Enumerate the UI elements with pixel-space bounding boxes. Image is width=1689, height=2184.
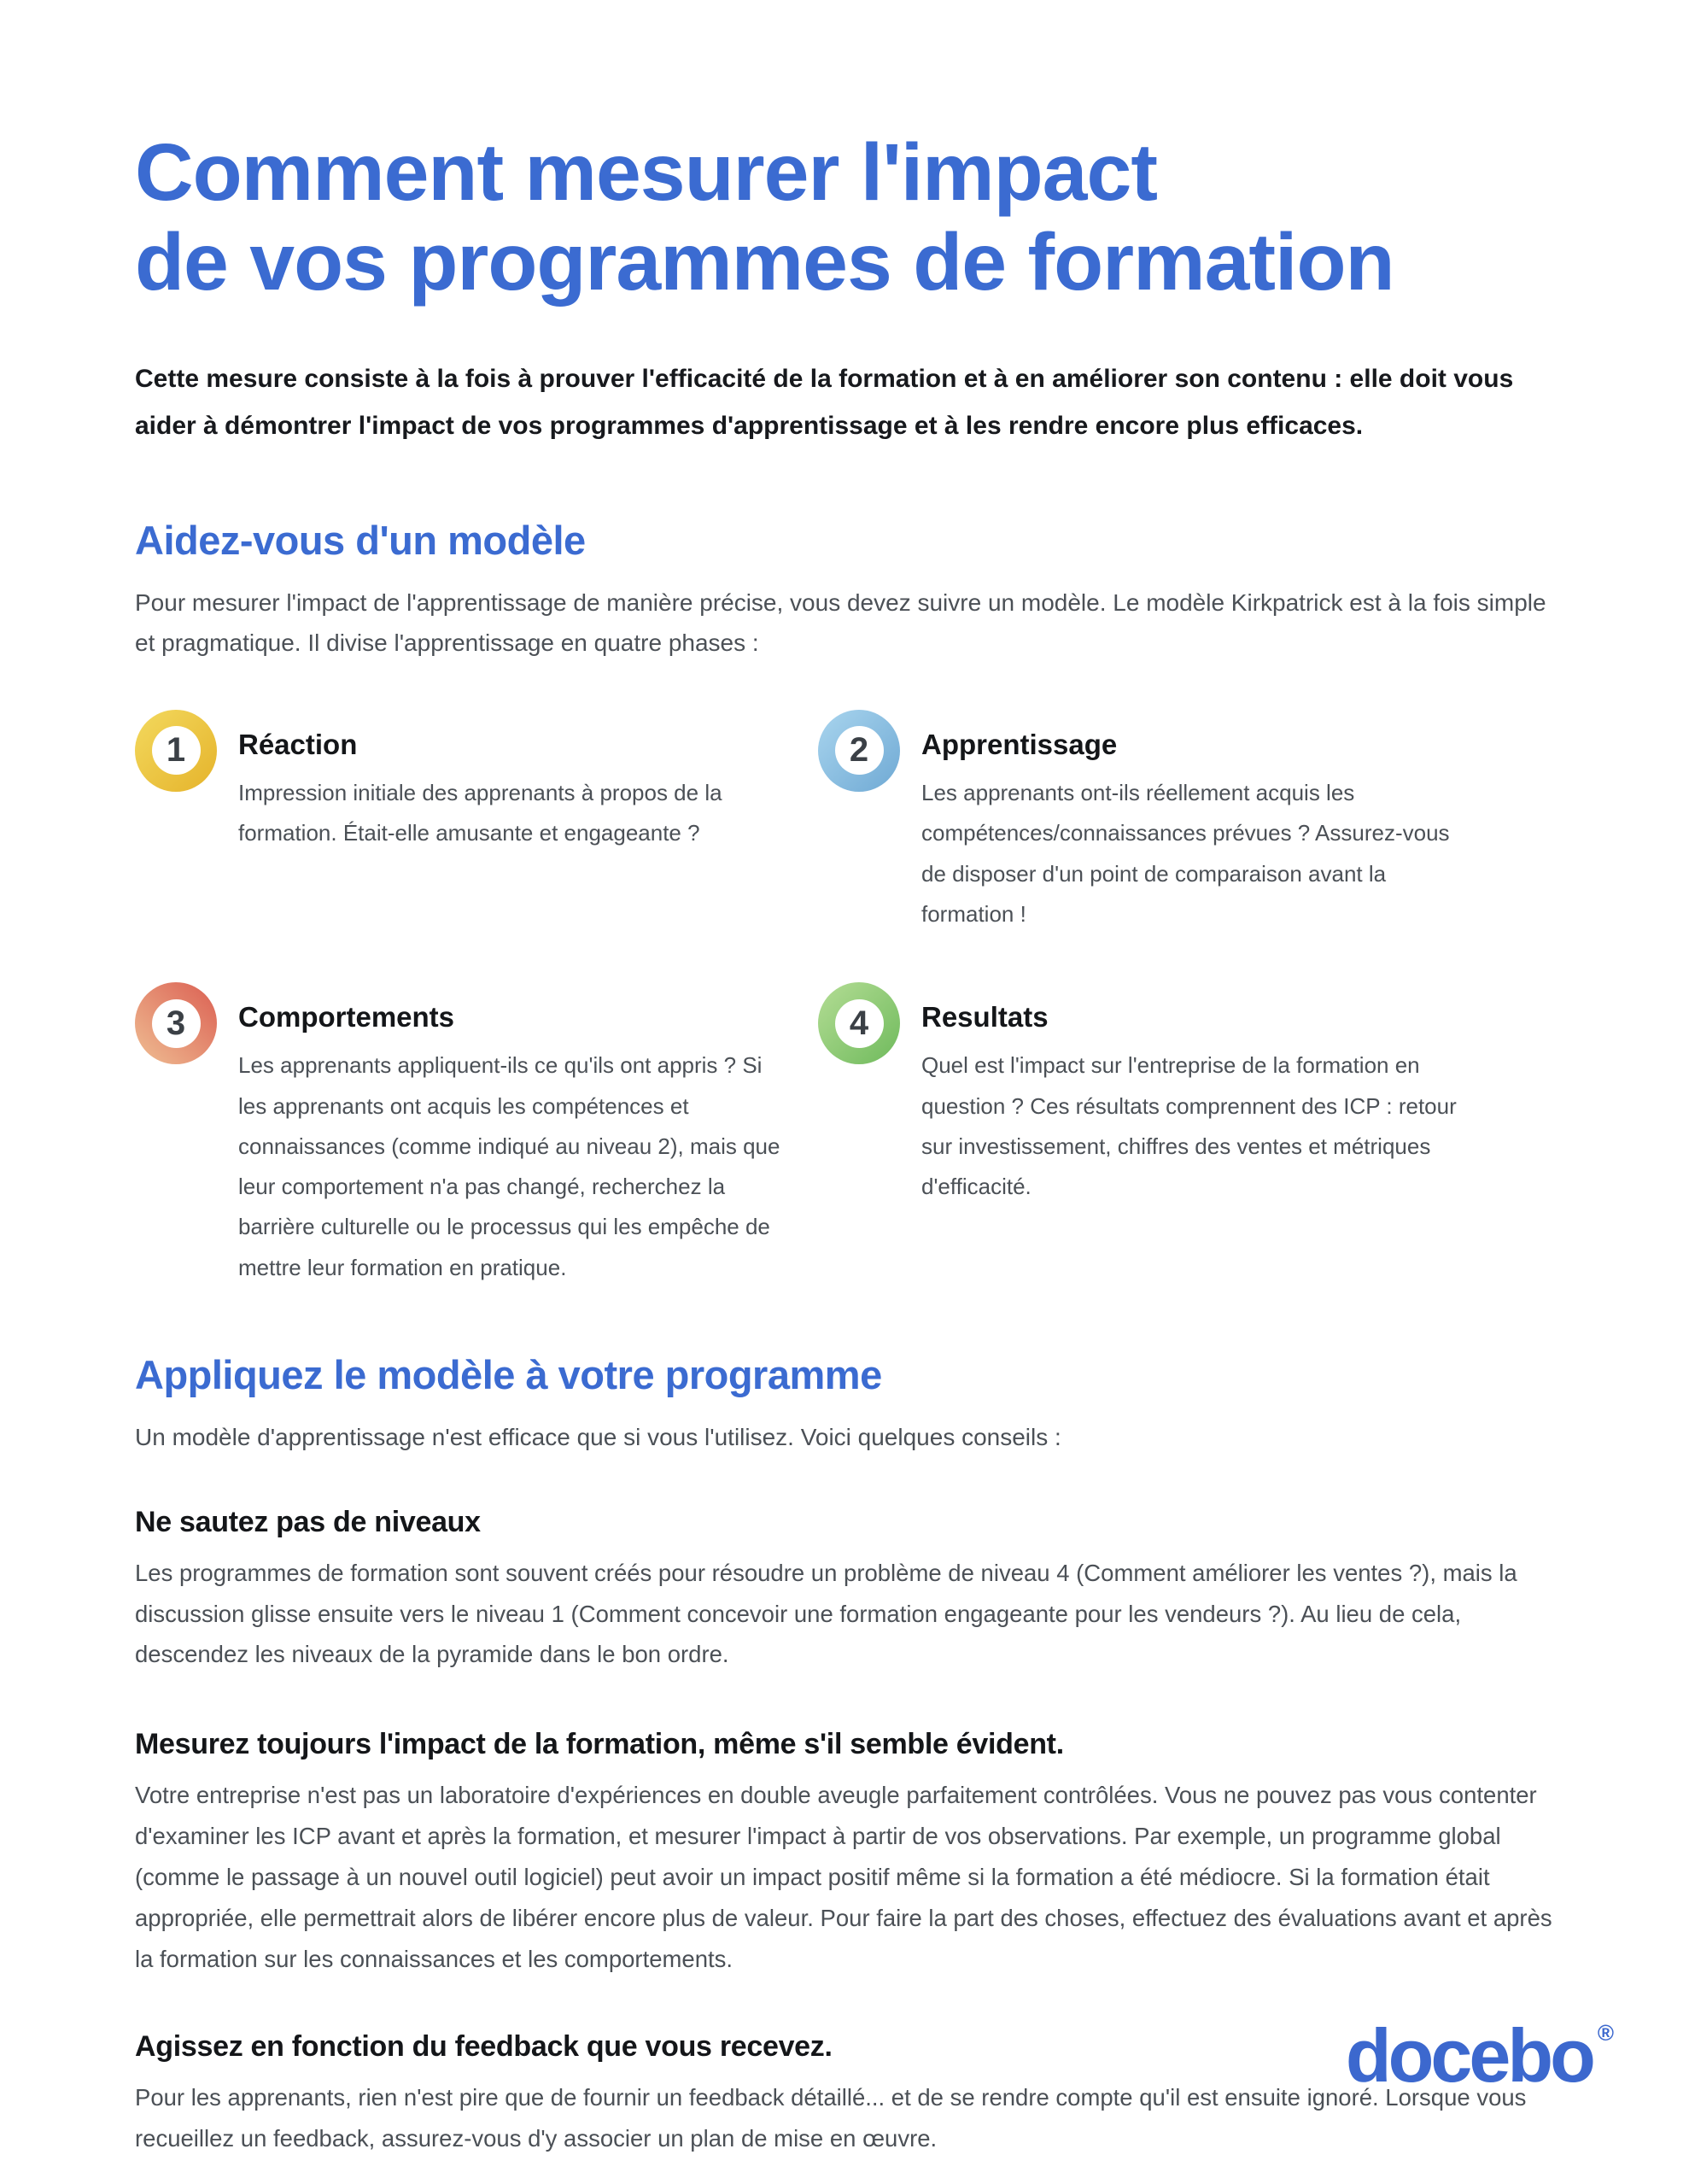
page-content bbox=[0, 128, 1689, 2159]
step-4-title: Resultats bbox=[921, 1001, 1049, 1033]
step-2-body bbox=[921, 706, 1472, 934]
tip-1-body: Les programmes de formation sont souvent créés pour résoudre un problème de niveau 4 (Comment améliorer les ventes ?), mais la discussion glisse ensuite vers le niveau 1 (Comment concevoir une formation engageante pour les vendeurs ?). Au lieu de cela, descendez les niveaux de la pyramide dans le bon ordre. bbox=[135, 1559, 1517, 1668]
registered-trademark-icon: ® bbox=[1597, 2019, 1614, 2046]
kirkpatrick-steps-grid bbox=[135, 706, 1569, 1288]
step-3-badge bbox=[135, 982, 217, 1064]
step-reaction bbox=[135, 706, 818, 934]
docebo-wordmark: docebo bbox=[1345, 2013, 1593, 2098]
step-1-number: 1 bbox=[152, 726, 201, 775]
step-2-description: Les apprenants ont-ils réellement acquis les compétences/connaissances prévues ? Assurez-vous de disposer d'un point de comparaison avant la formation ! bbox=[921, 779, 1450, 927]
step-1-title: Réaction bbox=[238, 728, 358, 760]
step-4-badge bbox=[818, 982, 900, 1064]
tip-mesurez-toujours bbox=[135, 1728, 1569, 1979]
tip-2-body: Votre entreprise n'est pas un laboratoire d'expériences en double aveugle parfaitement contrôlées. Vous ne pouvez pas vous contenter d'examiner les ICP avant et après la formation, et mesurer l'impact à partir de vos observations. Par exemple, un programme global (comme le passage à un nouvel outil logiciel) peut avoir un impact positif même si la formation a été médiocre. Si la formation était appropriée, elle permettrait alors de libérer encore plus de valeur. Pour faire la part des choses, effectuez des évaluations avant et après la formation sur les connaissances et les comportements. bbox=[135, 1782, 1552, 1972]
step-resultats bbox=[818, 979, 1569, 1288]
section-apply-paragraph: Un modèle d'apprentissage n'est efficace que si vous l'utilisez. Voici quelques conseils : bbox=[135, 1424, 1061, 1451]
section-heading-model: Aidez-vous d'un modèle bbox=[135, 517, 586, 563]
step-1-badge bbox=[135, 710, 217, 792]
step-1-description: Impression initiale des apprenants à propos de la formation. Était-elle amusante et engageante ? bbox=[238, 779, 722, 846]
tip-ne-sautez-pas bbox=[135, 1506, 1569, 1676]
step-4-body bbox=[921, 979, 1472, 1207]
step-2-badge bbox=[818, 710, 900, 792]
step-4-number: 4 bbox=[835, 999, 884, 1048]
step-apprentissage bbox=[818, 706, 1569, 934]
page-title-line-2: de vos programmes de formation bbox=[135, 216, 1394, 307]
section-model-paragraph: Pour mesurer l'impact de l'apprentissage de manière précise, vous devez suivre un modèle. Le modèle Kirkpatrick est à la fois simple et pragmatique. Il divise l'apprentissage en quatre phases : bbox=[135, 588, 1546, 657]
section-heading-apply: Appliquez le modèle à votre programme bbox=[135, 1352, 882, 1398]
step-1-body bbox=[238, 706, 789, 854]
step-3-title: Comportements bbox=[238, 1001, 455, 1033]
docebo-logo bbox=[1345, 2013, 1614, 2098]
tip-3-title: Agissez en fonction du feedback que vous recevez. bbox=[135, 2030, 833, 2064]
page-title-line-1: Comment mesurer l'impact bbox=[135, 127, 1157, 218]
step-3-description: Les apprenants appliquent-ils ce qu'ils ont appris ? Si les apprenants ont acquis les compétences et connaissances (comme indiqué au niveau 2), mais que leur comportement n'a pas changé, recherchez la barrière culturelle ou le processus qui les empêche de mettre leur formation en pratique. bbox=[238, 1052, 780, 1280]
tip-1-title: Ne sautez pas de niveaux bbox=[135, 1505, 481, 1538]
step-2-number: 2 bbox=[835, 726, 884, 775]
step-comportements bbox=[135, 979, 818, 1288]
tip-2-title: Mesurez toujours l'impact de la formation, même s'il semble évident. bbox=[135, 1728, 1064, 1761]
tip-3-body: Pour les apprenants, rien n'est pire que de fournir un feedback détaillé... et de se rendre compte qu'il est ensuite ignoré. Lorsque vous recueillez un feedback, assurez-vous d'y associer un plan de mise en œuvre. bbox=[135, 2084, 1527, 2152]
step-3-number: 3 bbox=[152, 999, 201, 1048]
page-title bbox=[135, 128, 1569, 307]
step-3-body bbox=[238, 979, 789, 1288]
step-2-title: Apprentissage bbox=[921, 728, 1118, 760]
step-4-description: Quel est l'impact sur l'entreprise de la formation en question ? Ces résultats comprennent des ICP : retour sur investissement, chiffres des ventes et métriques d'efficacité. bbox=[921, 1052, 1457, 1200]
intro-paragraph: Cette mesure consiste à la fois à prouver l'efficacité de la formation et à en améliorer son contenu : elle doit vous aider à démontrer l'impact de vos programmes d'apprentissage et à les rendre encore plus efficaces. bbox=[135, 365, 1514, 440]
